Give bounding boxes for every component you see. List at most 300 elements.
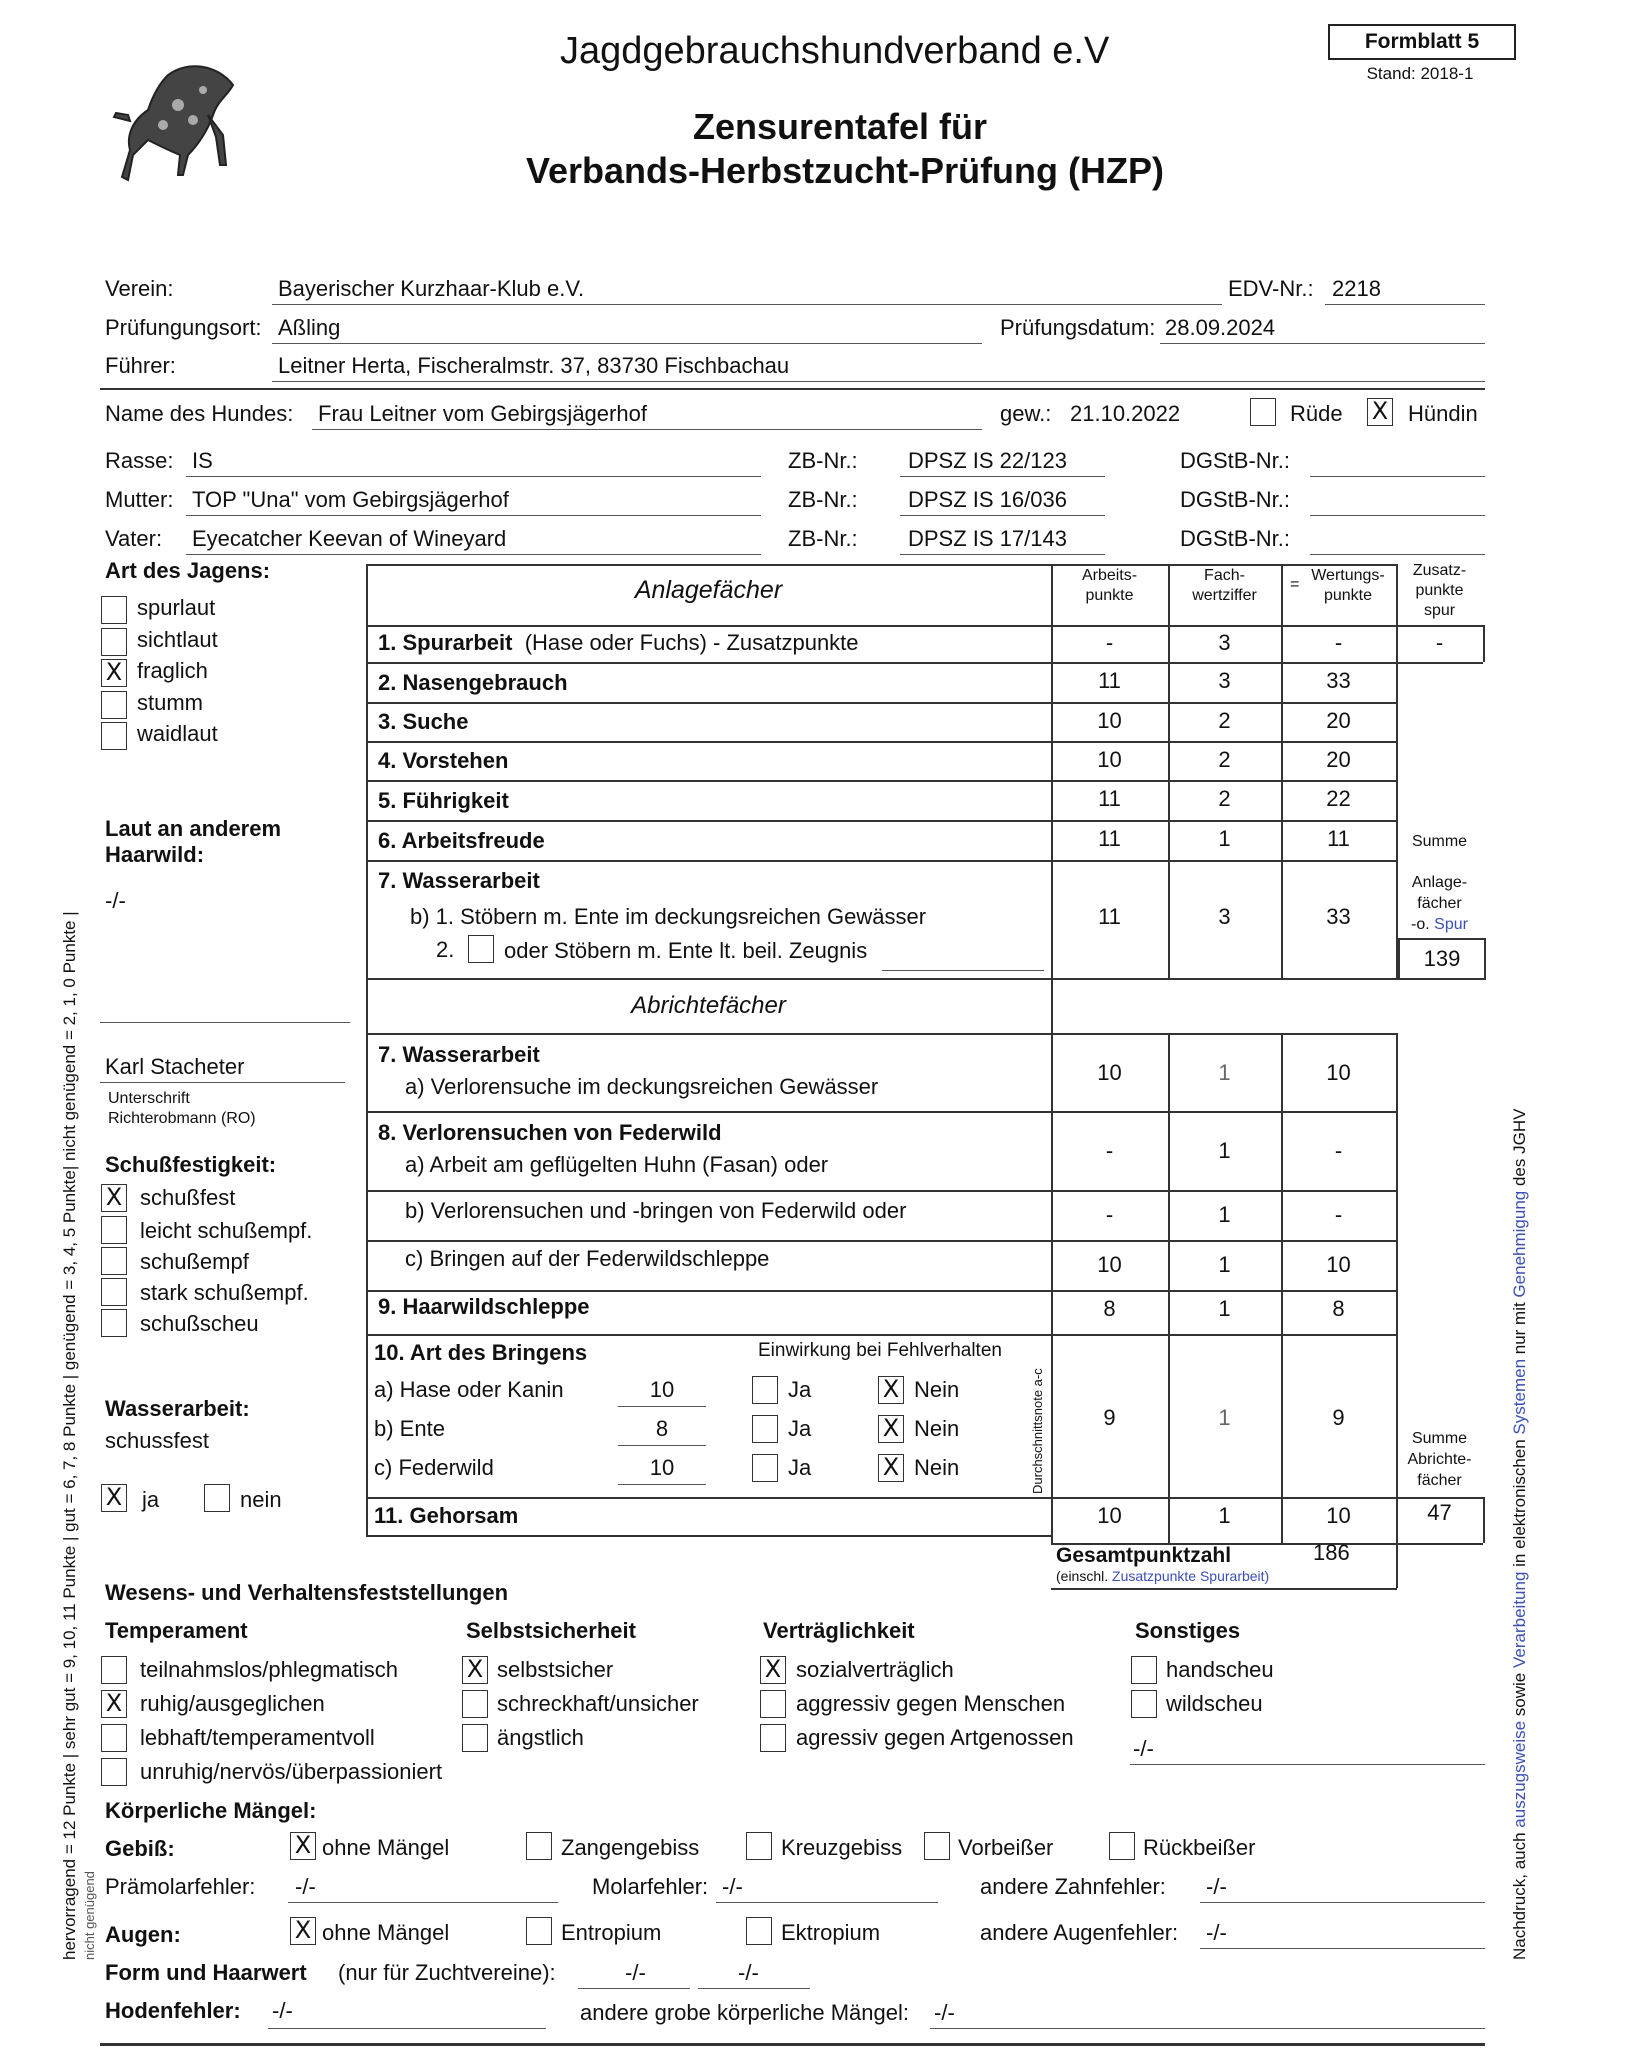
row2-arbeit: 11 [1098, 668, 1121, 693]
augen-label-3: Ektropium [781, 1920, 881, 1945]
temp-label-1: teilnahmslos/phlegmatisch [140, 1657, 399, 1682]
form-value-2: -/- [738, 1960, 759, 1985]
divider-bottom [100, 2043, 1485, 2046]
art-checkbox-1[interactable] [101, 596, 127, 624]
selbst-checkbox-2[interactable] [462, 1690, 488, 1718]
abricht8c-wertung: 10 [1326, 1252, 1351, 1277]
table-col-zusatz [1483, 625, 1485, 662]
abricht8a-fach: 1 [1218, 1138, 1231, 1163]
fuehrer-label: Führer: [105, 353, 176, 378]
ort-line [272, 343, 982, 344]
ort-value: Aßling [278, 315, 341, 340]
abricht9-label: 9. Haarwildschleppe [378, 1294, 590, 1319]
form-sub: (nur für Zuchtvereine): [338, 1960, 556, 1985]
zahn-label: andere Zahnfehler: [980, 1874, 1166, 1899]
selbst-checkbox-3[interactable] [462, 1724, 488, 1752]
edv-value: 2218 [1332, 276, 1381, 301]
huendin-label: Hündin [1408, 401, 1478, 426]
summe-abricht-right [1483, 1497, 1485, 1543]
abricht11-arbeit: 10 [1097, 1503, 1122, 1528]
abricht11-fach: 1 [1218, 1503, 1231, 1528]
dgstb-label-2: DGStB-Nr.: [1180, 487, 1291, 512]
abricht7-arbeit: 10 [1097, 1060, 1122, 1085]
row-line-9 [366, 1033, 1398, 1035]
schuss-checkbox-3[interactable] [101, 1247, 127, 1275]
row-line-14 [366, 1334, 1398, 1336]
gew-value: 21.10.2022 [1070, 401, 1181, 426]
art-checkbox-5[interactable] [101, 722, 127, 750]
wesen-title: Wesens- und Verhaltensfeststellungen [105, 1580, 509, 1605]
summe-anlage-l4b: Spur [1434, 916, 1468, 933]
row1-label [378, 630, 859, 656]
grobe-line [930, 2028, 1485, 2029]
abricht10c-value: 10 [649, 1455, 675, 1480]
molar-label: Molarfehler: [592, 1874, 709, 1899]
abricht10b-value: 8 [655, 1416, 669, 1441]
gesamt-sub-2: Zusatzpunkte Spurarbeit) [1112, 1568, 1270, 1584]
row1-wertung: - [1334, 630, 1343, 655]
abricht10b-line [618, 1445, 706, 1446]
side-right-5: in elektronischen [1510, 1434, 1529, 1572]
row1-arbeit: - [1105, 630, 1114, 655]
row-line-11 [366, 1190, 1398, 1192]
zb-mutter: DPSZ IS 16/036 [908, 487, 1067, 512]
selbst-label-1: selbstsicher [497, 1657, 614, 1682]
art-label-5: waidlaut [137, 721, 218, 746]
sonst-title: Sonstiges [1135, 1618, 1241, 1643]
sonst-checkbox-2[interactable] [1131, 1690, 1157, 1718]
abricht10-durch: Durchschnittsnote a-c [1030, 1368, 1045, 1494]
abricht10-arbeit: 9 [1103, 1405, 1116, 1430]
selbst-checkbox-1[interactable]: X [462, 1656, 488, 1684]
row6-fach: 1 [1218, 826, 1231, 851]
mutter-label: Mutter: [105, 487, 174, 512]
schuss-label-1: schußfest [140, 1185, 236, 1210]
temp-checkbox-3[interactable] [101, 1724, 127, 1752]
abricht10-fach: 1 [1218, 1405, 1231, 1430]
augen-checkbox-2[interactable] [526, 1917, 552, 1945]
zahn-line [1200, 1902, 1485, 1903]
temp-label-3: lebhaft/temperamentvoll [140, 1725, 375, 1750]
wasser-nein-label: nein [240, 1487, 282, 1512]
edv-line [1325, 304, 1485, 305]
row7-sub1: b) 1. Stöbern m. Ente im deckungsreichen Gewässer [410, 904, 927, 929]
row7-wertung: 33 [1326, 904, 1351, 929]
summe-abricht-l1: Summe [1411, 1430, 1468, 1447]
abricht9-wertung: 8 [1332, 1296, 1345, 1321]
augenf-line [1200, 1948, 1485, 1949]
datum-line [1160, 343, 1485, 344]
unterschrift-2: Richterobmann (RO) [108, 1110, 256, 1127]
art-checkbox-2[interactable] [101, 628, 127, 656]
zb-vater-line [900, 554, 1105, 555]
praemolar-line [288, 1902, 558, 1903]
sonst-label-1: handscheu [1166, 1657, 1274, 1682]
ruede-checkbox[interactable] [1250, 398, 1276, 426]
row7-fach: 3 [1218, 904, 1231, 929]
row3-fach: 2 [1218, 708, 1231, 733]
temp-title: Temperament [105, 1618, 248, 1643]
grobe-label: andere grobe körperliche Mängel: [580, 2000, 909, 2025]
abricht10b-ja: Ja [788, 1416, 812, 1441]
row6-arbeit: 11 [1098, 826, 1121, 851]
vater-line [186, 554, 761, 555]
schuss-checkbox-1[interactable]: X [101, 1184, 127, 1212]
gebiss-label-2: Zangengebiss [561, 1835, 700, 1860]
row5-arbeit: 11 [1098, 786, 1121, 811]
praemolar-value: -/- [295, 1874, 316, 1899]
side-right-4: Verarbeitung [1510, 1571, 1529, 1668]
zb-label-1: ZB-Nr.: [788, 448, 858, 473]
abricht10-label: 10. Art des Bringens [374, 1340, 588, 1365]
laut-line [100, 1022, 350, 1023]
name-line [312, 429, 982, 430]
vert-label-1: sozialverträglich [796, 1657, 954, 1682]
summe-anlage-l4 [1396, 916, 1483, 934]
augenf-value: -/- [1206, 1920, 1227, 1945]
schuss-checkbox-5[interactable] [101, 1309, 127, 1337]
mutter-line [186, 515, 761, 516]
wasser-sub: schussfest [105, 1428, 209, 1453]
abricht10a-value: 10 [649, 1377, 675, 1402]
row-line-16 [366, 1535, 1052, 1537]
gebiss-label-3: Kreuzgebiss [781, 1835, 903, 1860]
zb-rasse: DPSZ IS 22/123 [908, 448, 1067, 473]
form-line-1 [578, 1988, 690, 1989]
gebiss-checkbox-3[interactable] [746, 1832, 772, 1860]
sonst-line [1130, 1764, 1485, 1765]
gesamt-label: Gesamtpunktzahl [1056, 1544, 1232, 1567]
row4-arbeit: 10 [1097, 747, 1122, 772]
summe-anlage-box [1398, 938, 1486, 980]
ort-label: Prüfungungsort: [105, 315, 262, 340]
art-checkbox-3[interactable]: X [101, 659, 127, 687]
gesamt-value: 186 [1313, 1540, 1350, 1565]
zb-vater: DPSZ IS 17/143 [908, 526, 1067, 551]
summe-abricht-l2: Abrichte- [1407, 1451, 1472, 1468]
temp-label-2: ruhig/ausgeglichen [140, 1691, 325, 1716]
side-right-6: Systemen [1510, 1358, 1529, 1435]
gebiss-label-1: ohne Mängel [322, 1835, 450, 1860]
zb-label-2: ZB-Nr.: [788, 487, 858, 512]
abricht10b-ja-checkbox[interactable] [752, 1415, 778, 1443]
augen-checkbox-1[interactable]: X [290, 1917, 316, 1945]
abricht11-wertung: 10 [1326, 1503, 1351, 1528]
dgstb-line-1 [1310, 476, 1485, 477]
row2-wertung: 33 [1326, 668, 1351, 693]
temp-label-4: unruhig/nervös/überpassioniert [140, 1759, 443, 1784]
row7-sub2-line [882, 970, 1044, 971]
rasse-label: Rasse: [105, 448, 174, 473]
row1-title: 1. Spurarbeit [378, 630, 513, 655]
formblatt-box [1328, 24, 1516, 60]
vert-title: Verträglichkeit [763, 1618, 915, 1643]
name-label: Name des Hundes: [105, 401, 294, 426]
abricht10b-label: b) Ente [374, 1416, 445, 1441]
schuss-label-4: stark schußempf. [140, 1280, 309, 1305]
header-arbeitspunkte: Arbeits- punkte [1081, 567, 1138, 604]
row-line-2 [366, 662, 1483, 664]
abricht8-subc: c) Bringen auf der Federwildschleppe [405, 1246, 770, 1271]
side-right-3: sowie [1510, 1668, 1529, 1721]
gebiss-checkbox-4[interactable] [924, 1832, 950, 1860]
richter-name: Karl Stacheter [105, 1054, 245, 1079]
form-value-1: -/- [625, 1960, 646, 1985]
mutter-value: TOP "Una" vom Gebirgsjägerhof [192, 487, 509, 512]
abricht10a-nein: Nein [914, 1377, 960, 1402]
row1-fach: 3 [1218, 630, 1231, 655]
row-line-3 [366, 702, 1398, 704]
laut-value: -/- [105, 888, 126, 913]
ruede-label: Rüde [1290, 401, 1343, 426]
abricht10c-ja: Ja [788, 1455, 812, 1480]
row7-sub2-checkbox[interactable] [468, 935, 494, 963]
abricht10-wertung: 9 [1332, 1405, 1345, 1430]
abricht11-label: 11. Gehorsam [374, 1503, 519, 1528]
hoden-label: Hodenfehler: [105, 1998, 241, 2023]
row5-label: 5. Führigkeit [378, 788, 509, 813]
form-label: Form und Haarwert [105, 1960, 307, 1985]
summe-anlage-value: 139 [1423, 946, 1461, 971]
sonst-label-2: wildscheu [1166, 1691, 1263, 1716]
dgstb-label-3: DGStB-Nr.: [1180, 526, 1291, 551]
row-line-15 [366, 1497, 1483, 1499]
title-line-1: Zensurentafel für [692, 106, 988, 147]
schuss-title: Schußfestigkeit: [105, 1152, 277, 1177]
zb-mutter-line [900, 515, 1105, 516]
name-value: Frau Leitner vom Gebirgsjägerhof [318, 401, 647, 426]
datum-label: Prüfungsdatum: [1000, 315, 1156, 340]
abricht10-einw: Einwirkung bei Fehlverhalten [758, 1340, 1002, 1361]
vert-label-2: aggressiv gegen Menschen [796, 1691, 1066, 1716]
laut-title-2: Haarwild: [105, 842, 205, 867]
title-line-2: Verbands-Herbstzucht-Prüfung (HZP) [525, 150, 1164, 191]
gesamt-sub-1: (einschl. [1056, 1568, 1113, 1584]
hoden-line [268, 2028, 546, 2029]
table-left-border [366, 564, 368, 1535]
abricht10a-label: a) Hase oder Kanin [374, 1377, 564, 1402]
abricht8c-arbeit: 10 [1097, 1252, 1122, 1277]
art-title: Art des Jagens: [105, 558, 271, 583]
row-line-1 [366, 625, 1483, 627]
schuss-checkbox-2[interactable] [101, 1216, 127, 1244]
wasser-nein-checkbox[interactable] [204, 1484, 230, 1512]
augenf-label: andere Augenfehler: [980, 1920, 1179, 1945]
gesamt-bottom [1051, 1588, 1397, 1590]
summe-abricht-l3: fächer [1417, 1472, 1462, 1489]
vert-checkbox-1[interactable]: X [760, 1656, 786, 1684]
abricht7-wertung: 10 [1326, 1060, 1351, 1085]
molar-value: -/- [722, 1874, 743, 1899]
table-col-fach-2 [1168, 1033, 1170, 1543]
vert-label-3: agressiv gegen Artgenossen [796, 1725, 1074, 1750]
wasser-ja-label: ja [142, 1487, 160, 1512]
summe-anlage-l3: fächer [1417, 895, 1462, 912]
row-line-13 [366, 1290, 1398, 1292]
schuss-label-2: leicht schußempf. [140, 1218, 313, 1243]
gebiss-label-5: Rückbeißer [1143, 1835, 1256, 1860]
abricht8b-arbeit: - [1105, 1202, 1114, 1227]
selbst-title: Selbstsicherheit [466, 1618, 636, 1643]
row3-arbeit: 10 [1097, 708, 1122, 733]
abricht10a-ja-checkbox[interactable] [752, 1376, 778, 1404]
summe-anlage-l2: Anlage- [1411, 874, 1468, 891]
verein-line [272, 304, 1222, 305]
formblatt-label: Formblatt 5 [1364, 30, 1480, 53]
schuss-label-5: schußscheu [140, 1311, 259, 1336]
schuss-label-3: schußempf [140, 1249, 249, 1274]
praemolar-label: Prämolarfehler: [105, 1874, 256, 1899]
gebiss-checkbox-5[interactable] [1109, 1832, 1135, 1860]
dgstb-label-1: DGStB-Nr.: [1180, 448, 1291, 473]
row5-fach: 2 [1218, 786, 1231, 811]
temp-checkbox-1[interactable] [101, 1656, 127, 1684]
org-name: Jagdgebrauchshundverband e.V [560, 30, 1110, 72]
row7-sub2: oder Stöbern m. Ente lt. beil. Zeugnis [504, 938, 868, 963]
art-label-3: fraglich [137, 658, 208, 683]
form-line-2 [698, 1988, 810, 1989]
gesamt-sub [1056, 1568, 1269, 1584]
row-line-6 [366, 820, 1398, 822]
abricht8b-wertung: - [1334, 1202, 1343, 1227]
gebiss-checkbox-1[interactable]: X [290, 1832, 316, 1860]
row-line-5 [366, 780, 1398, 782]
row-line-2b [1396, 625, 1483, 627]
row4-fach: 2 [1218, 747, 1231, 772]
header-fachwertziffer: Fach- wertziffer [1192, 567, 1257, 604]
verein-label: Verein: [105, 276, 174, 301]
huendin-checkbox[interactable]: X [1367, 398, 1393, 426]
art-label-2: sichtlaut [137, 627, 218, 652]
row7-sub2-num: 2. [436, 937, 455, 962]
fuehrer-value: Leitner Herta, Fischeralmstr. 37, 83730 Fischbachau [278, 353, 790, 378]
side-left-cut: nicht genügend [82, 1871, 97, 1960]
jghv-logo [108, 55, 248, 195]
art-label-4: stumm [137, 690, 203, 715]
header-zusatzpunkte: Zusatz- punkte spur [1412, 562, 1467, 619]
abricht10b-nein-checkbox[interactable]: X [878, 1415, 904, 1443]
schuss-checkbox-4[interactable] [101, 1278, 127, 1306]
abricht8a-arbeit: - [1105, 1138, 1114, 1163]
abricht9-fach: 1 [1218, 1296, 1231, 1321]
abricht10c-ja-checkbox[interactable] [752, 1454, 778, 1482]
side-right-copyright [1510, 1109, 1530, 1960]
unterschrift-1: Unterschrift [108, 1090, 190, 1107]
abricht10c-nein-checkbox[interactable]: X [878, 1454, 904, 1482]
stand-label: Stand: 2018-1 [1366, 64, 1474, 83]
dgstb-line-2 [1310, 515, 1485, 516]
edv-label: EDV-Nr.: [1228, 276, 1314, 301]
temp-checkbox-4[interactable] [101, 1758, 127, 1786]
side-right-9: des JGHV [1510, 1108, 1529, 1191]
abricht7-fach: 1 [1218, 1060, 1231, 1085]
abricht10a-nein-checkbox[interactable]: X [878, 1376, 904, 1404]
abricht10a-line [618, 1406, 706, 1407]
richter-line [100, 1082, 345, 1083]
abricht8-suba: a) Arbeit am geflügelten Huhn (Fasan) oder [405, 1152, 829, 1177]
hoden-value: -/- [272, 1998, 293, 2023]
abricht9-arbeit: 8 [1103, 1296, 1116, 1321]
row4-wertung: 20 [1326, 747, 1351, 772]
vert-checkbox-2[interactable] [760, 1690, 786, 1718]
vert-checkbox-3[interactable] [760, 1724, 786, 1752]
sonst-checkbox-1[interactable] [1131, 1656, 1157, 1684]
divider-top [100, 388, 1485, 390]
gebiss-label-4: Vorbeißer [958, 1835, 1054, 1860]
row-line-12 [366, 1240, 1398, 1242]
abricht10a-ja: Ja [788, 1377, 812, 1402]
gebiss-label: Gebiß: [105, 1836, 175, 1861]
row1-extra: (Hase oder Fuchs) - Zusatzpunkte [524, 630, 859, 655]
fuehrer-line [272, 381, 1485, 382]
verein-value: Bayerischer Kurzhaar-Klub e.V. [278, 276, 585, 301]
koerper-title: Körperliche Mängel: [105, 1798, 317, 1823]
datum-value: 28.09.2024 [1165, 315, 1276, 340]
summe-anlage-l1: Summe [1411, 833, 1468, 850]
abricht8b-fach: 1 [1218, 1202, 1231, 1227]
art-checkbox-4[interactable] [101, 691, 127, 719]
zahn-value: -/- [1206, 1874, 1227, 1899]
art-label-1: spurlaut [137, 595, 216, 620]
augen-checkbox-3[interactable] [746, 1917, 772, 1945]
rasse-value: IS [192, 448, 213, 473]
row3-label: 3. Suche [378, 709, 469, 734]
abricht8c-fach: 1 [1218, 1252, 1231, 1277]
gew-label: gew.: [1000, 401, 1052, 426]
row3-wertung: 20 [1326, 708, 1351, 733]
side-right-7: nur mit [1510, 1297, 1529, 1359]
row1-zusatz: - [1435, 630, 1444, 655]
row-line-7 [366, 860, 1398, 862]
augen-label-1: ohne Mängel [322, 1920, 450, 1945]
row5-wertung: 22 [1326, 786, 1351, 811]
molar-line [716, 1902, 938, 1903]
summe-abricht-value: 47 [1427, 1500, 1452, 1525]
row6-label: 6. Arbeitsfreude [378, 828, 545, 853]
table-col-eq-2 [1281, 1033, 1283, 1543]
zb-rasse-line [900, 476, 1105, 477]
row7-label: 7. Wasserarbeit [378, 868, 540, 893]
abricht8-subb: b) Verlorensuchen und -bringen von Federwild oder [405, 1198, 907, 1223]
row-line-4 [366, 741, 1398, 743]
side-right-8: Genehmigung [1510, 1190, 1529, 1298]
abricht8-label: 8. Verlorensuchen von Federwild [378, 1120, 722, 1145]
anlage-title: Anlagefächer [634, 576, 783, 604]
abricht7-label: 7. Wasserarbeit [378, 1042, 540, 1067]
vater-label: Vater: [105, 526, 163, 551]
row-line-8 [366, 978, 1398, 980]
side-right-2: auszugsweise [1510, 1720, 1529, 1828]
gebiss-checkbox-2[interactable] [526, 1832, 552, 1860]
row2-label: 2. Nasengebrauch [378, 670, 568, 695]
header-equals: = [1290, 576, 1300, 593]
side-right-1: Nachdruck, auch [1510, 1827, 1529, 1960]
abricht10b-nein: Nein [914, 1416, 960, 1441]
temp-checkbox-2[interactable]: X [101, 1690, 127, 1718]
abricht-title: Abrichtefächer [631, 992, 786, 1019]
selbst-label-2: schreckhaft/unsicher [497, 1691, 699, 1716]
zb-label-3: ZB-Nr.: [788, 526, 858, 551]
abricht8a-wertung: - [1334, 1138, 1343, 1163]
abricht7-sub: a) Verlorensuche im deckungsreichen Gewässer [405, 1074, 879, 1099]
wasser-ja-checkbox[interactable]: X [101, 1484, 127, 1512]
selbst-label-3: ängstlich [497, 1725, 584, 1750]
side-left-grading: hervorragend = 12 Punkte | sehr gut = 9, 10, 11 Punkte | gut = 6, 7, 8 Punkte | genügend = 3, 4, 5 Punkte| nicht genügend = 2, 1, 0 Punkte | [60, 911, 79, 1960]
augen-label-2: Entropium [561, 1920, 662, 1945]
row2-fach: 3 [1218, 668, 1231, 693]
rasse-line [186, 476, 761, 477]
row6-wertung: 11 [1327, 826, 1350, 851]
